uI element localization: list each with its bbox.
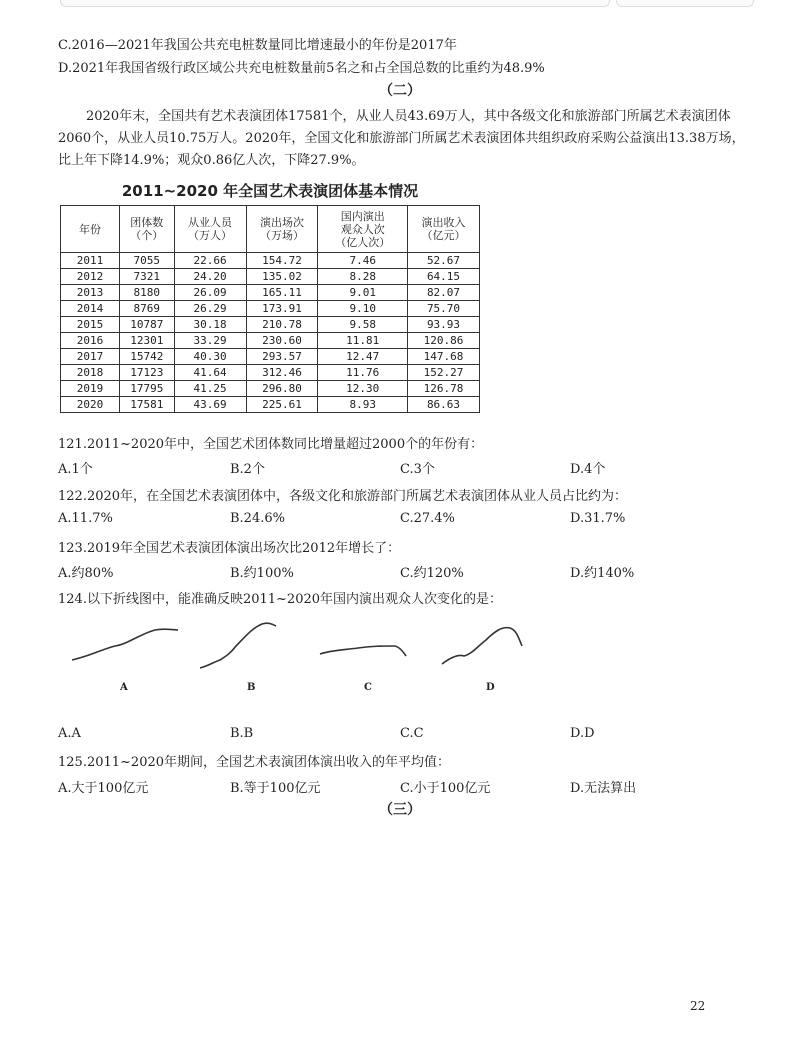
cell-staff: 33.29 <box>174 333 246 349</box>
q121-option-d[interactable]: D.4个 <box>570 462 606 477</box>
cell-year: 2011 <box>61 253 120 269</box>
q123-option-c[interactable]: C.约120% <box>400 566 464 581</box>
q121-option-b[interactable]: B.2个 <box>230 462 265 477</box>
q124-option-c[interactable]: C.C <box>400 726 424 741</box>
cell-audience: 9.01 <box>318 285 408 301</box>
cell-staff: 26.09 <box>174 285 246 301</box>
question-122: 122.2020年，在全国艺术表演团体中，各级文化和旅游部门所属艺术表演团体从业人员占比约为： <box>58 489 628 504</box>
cell-year: 2018 <box>61 365 120 381</box>
previous-option-c: C.2016—2021年我国公共充电桩数量同比增速最小的年份是2017年 <box>58 38 457 53</box>
table-row <box>61 381 480 397</box>
cell-staff: 26.29 <box>174 301 246 317</box>
cell-shows: 135.02 <box>246 269 318 285</box>
cell-year: 2016 <box>61 333 120 349</box>
cell-staff: 43.69 <box>174 397 246 413</box>
cell-audience: 12.30 <box>318 381 408 397</box>
line-sketch-c <box>318 616 410 672</box>
q124-option-d[interactable]: D.D <box>570 726 595 741</box>
cell-revenue: 120.86 <box>408 333 480 349</box>
cell-shows: 312.46 <box>246 365 318 381</box>
cell-year: 2013 <box>61 285 120 301</box>
cell-revenue: 126.78 <box>408 381 480 397</box>
cell-shows: 165.11 <box>246 285 318 301</box>
section-heading-three: （三） <box>379 802 421 818</box>
previous-page-edge-right <box>616 0 754 7</box>
cell-year: 2019 <box>61 381 120 397</box>
cell-groups: 17795 <box>120 381 175 397</box>
cell-staff: 30.18 <box>174 317 246 333</box>
q123-option-a[interactable]: A.约80% <box>58 566 114 581</box>
table-row <box>61 253 480 269</box>
cell-revenue: 147.68 <box>408 349 480 365</box>
cell-groups: 7321 <box>120 269 175 285</box>
table-row <box>61 285 480 301</box>
cell-groups: 8769 <box>120 301 175 317</box>
q123-option-b[interactable]: B.约100% <box>230 566 294 581</box>
cell-audience: 12.47 <box>318 349 408 365</box>
cell-shows: 230.60 <box>246 333 318 349</box>
cell-groups: 17123 <box>120 365 175 381</box>
cell-revenue: 93.93 <box>408 317 480 333</box>
cell-groups: 17581 <box>120 397 175 413</box>
cell-audience: 8.93 <box>318 397 408 413</box>
q121-option-c[interactable]: C.3个 <box>400 462 435 477</box>
cell-shows: 173.91 <box>246 301 318 317</box>
question-121: 121.2011~2020年中，全国艺术团体数同比增量超过2000个的年份有： <box>58 437 484 452</box>
q122-option-a[interactable]: A.11.7% <box>58 511 113 526</box>
table-row <box>61 349 480 365</box>
table-header-row <box>61 206 480 253</box>
header-staff: 从业人员 （万人） <box>174 206 246 253</box>
table-row <box>61 269 480 285</box>
cell-groups: 10787 <box>120 317 175 333</box>
cell-revenue: 64.15 <box>408 269 480 285</box>
page-number: 22 <box>690 999 706 1013</box>
q121-option-a[interactable]: A.1个 <box>58 462 93 477</box>
cell-year: 2017 <box>61 349 120 365</box>
q123-option-d[interactable]: D.约140% <box>570 566 635 581</box>
table-row <box>61 365 480 381</box>
sketch-label-c: C <box>364 682 372 693</box>
q125-option-c[interactable]: C.小于100亿元 <box>400 781 491 796</box>
sketch-label-d: D <box>486 682 495 693</box>
sketch-label-a: A <box>120 682 128 693</box>
cell-revenue: 152.27 <box>408 365 480 381</box>
cell-year: 2012 <box>61 269 120 285</box>
material-paragraph: 2020年末，全国共有艺术表演团体17581个，从业人员43.69万人，其中各级文化和旅游部门所属艺术表演团体2060个，从业人员10.75万人。2020年，全国文化和旅游部门所属艺术表演团体共组织政府采购公益演出13.38万场，比上年下降14.9%；观众0.86亿人次，下降27.9%。 <box>58 109 745 168</box>
table-row <box>61 301 480 317</box>
cell-revenue: 52.67 <box>408 253 480 269</box>
cell-audience: 7.46 <box>318 253 408 269</box>
header-shows: 演出场次 （万场） <box>246 206 318 253</box>
cell-year: 2020 <box>61 397 120 413</box>
table-title: 2011~2020 年全国艺术表演团体基本情况 <box>121 182 419 200</box>
statistics-table <box>60 205 480 413</box>
header-groups: 团体数 （个） <box>120 206 175 253</box>
question-124: 124.以下折线图中，能准确反映2011~2020年国内演出观众人次变化的是： <box>58 592 503 607</box>
sketch-label-b: B <box>247 682 256 693</box>
cell-year: 2014 <box>61 301 120 317</box>
cell-shows: 154.72 <box>246 253 318 269</box>
q122-option-b[interactable]: B.24.6% <box>230 511 285 526</box>
q124-option-a[interactable]: A.A <box>58 726 81 741</box>
question-125: 125.2011~2020年期间，全国艺术表演团体演出收入的年平均值： <box>58 755 451 770</box>
q122-option-c[interactable]: C.27.4% <box>400 511 455 526</box>
q125-option-b[interactable]: B.等于100亿元 <box>230 781 321 796</box>
cell-staff: 41.25 <box>174 381 246 397</box>
cell-groups: 7055 <box>120 253 175 269</box>
line-sketch-a <box>70 616 180 672</box>
q124-option-b[interactable]: B.B <box>230 726 254 741</box>
cell-shows: 296.80 <box>246 381 318 397</box>
cell-audience: 9.58 <box>318 317 408 333</box>
section-heading-two: （二） <box>379 83 421 99</box>
cell-revenue: 86.63 <box>408 397 480 413</box>
q122-option-d[interactable]: D.31.7% <box>570 511 626 526</box>
table-row <box>61 397 480 413</box>
line-sketch-d <box>440 616 528 672</box>
table-row <box>61 333 480 349</box>
cell-groups: 8180 <box>120 285 175 301</box>
q125-option-a[interactable]: A.大于100亿元 <box>58 781 149 796</box>
q125-option-d[interactable]: D.无法算出 <box>570 781 637 796</box>
cell-audience: 9.10 <box>318 301 408 317</box>
cell-groups: 12301 <box>120 333 175 349</box>
cell-revenue: 75.70 <box>408 301 480 317</box>
cell-revenue: 82.07 <box>408 285 480 301</box>
cell-staff: 24.20 <box>174 269 246 285</box>
cell-year: 2015 <box>61 317 120 333</box>
cell-shows: 225.61 <box>246 397 318 413</box>
previous-page-edge <box>60 0 610 7</box>
table-row <box>61 317 480 333</box>
previous-option-d: D.2021年我国省级行政区域公共充电桩数量前5名之和占全国总数的比重约为48.9% <box>58 61 545 76</box>
cell-staff: 40.30 <box>174 349 246 365</box>
header-revenue: 演出收入 （亿元） <box>408 206 480 253</box>
cell-audience: 11.76 <box>318 365 408 381</box>
header-audience: 国内演出 观众人次 （亿人次） <box>318 206 408 253</box>
cell-audience: 11.81 <box>318 333 408 349</box>
line-sketch-b <box>196 616 286 672</box>
cell-groups: 15742 <box>120 349 175 365</box>
cell-staff: 41.64 <box>174 365 246 381</box>
cell-staff: 22.66 <box>174 253 246 269</box>
cell-shows: 293.57 <box>246 349 318 365</box>
cell-shows: 210.78 <box>246 317 318 333</box>
cell-audience: 8.28 <box>318 269 408 285</box>
question-123: 123.2019年全国艺术表演团体演出场次比2012年增长了： <box>58 541 401 556</box>
header-year: 年份 <box>61 206 120 253</box>
